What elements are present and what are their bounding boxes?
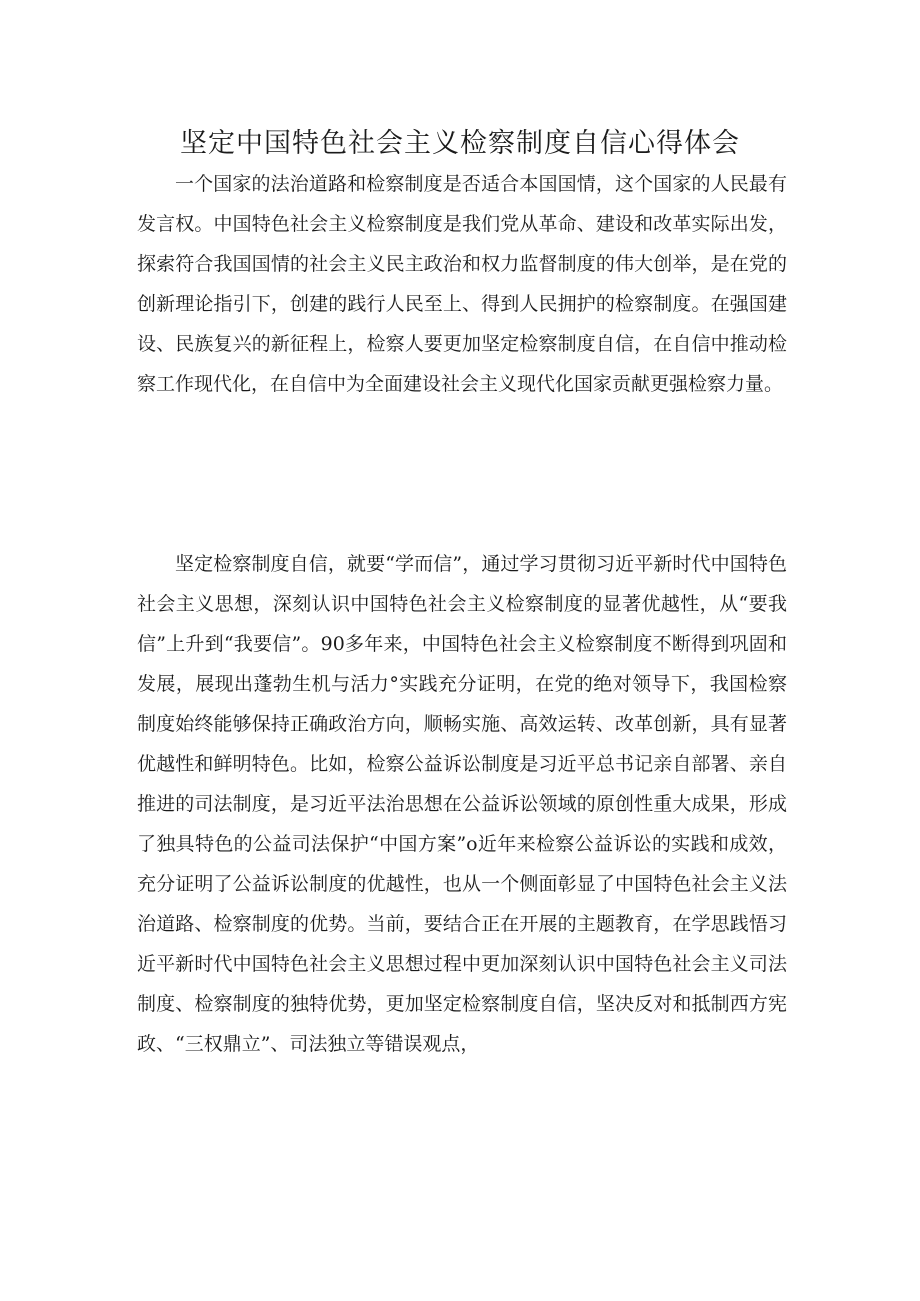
paragraph-text: 一个国家的法治道路和检察制度是否适合本国国情，这个国家的人民最有发言权。中国特色社会主义检察制度是我们党从革命、建设和改革实际出发，探索符合我国国情的社会主义民主政治和权力监督制度的伟大创举，是在党的创新理论指引下，创建的践行人民至上、得到人民拥护的检察制度。在强国建设、民族复兴的新征程上，检察人要更加坚定检察制度自信，在自信中推动检察工作现代化，在自信中为全面建设社会主义现代化国家贡献更强检察力量。 — [137, 173, 787, 395]
paragraph-text: 坚定检察制度自信，就要“学而信”，通过学习贯彻习近平新时代中国特色社会主义思想，深刻认识中国特色社会主义检察制度的显著优越性，从“要我信”上升到“我要信”。90多年来，中国特色社会主义检察制度不断得到巩固和发展，展现出蓬勃生机与活力°实践充分证明，在党的绝对领导下，我国检察制度始终能够保持正确政治方向，顺畅实施、高效运转、改革创新，具有显著优越性和鲜明特色。比如，检察公益诉讼制度是习近平总书记亲自部署、亲自推进的司法制度，是习近平法治思想在公益诉讼领域的原创性重大成果，形成了独具特色的公益司法保护“中国方案”o近年来检察公益诉讼的实践和成效，充分证明了公益诉讼制度的优越性，也从一个侧面彰显了中国特色社会主义法治道路、检察制度的优势。当前，要结合正在开展的主题教育，在学思践悟习近平新时代中国特色社会主义思想过程中更加深刻认识中国特色社会主义司法制度、检察制度的独特优势，更加坚定检察制度自信，坚决反对和抵制西方宪政、“三权鼎立”、司法独立等错误观点， — [137, 553, 787, 1055]
document-title: 坚定中国特色社会主义检察制度自信心得体会 — [180, 128, 740, 159]
document-body-paragraph-2 — [137, 544, 787, 1064]
document-body-paragraph-1 — [137, 164, 787, 404]
